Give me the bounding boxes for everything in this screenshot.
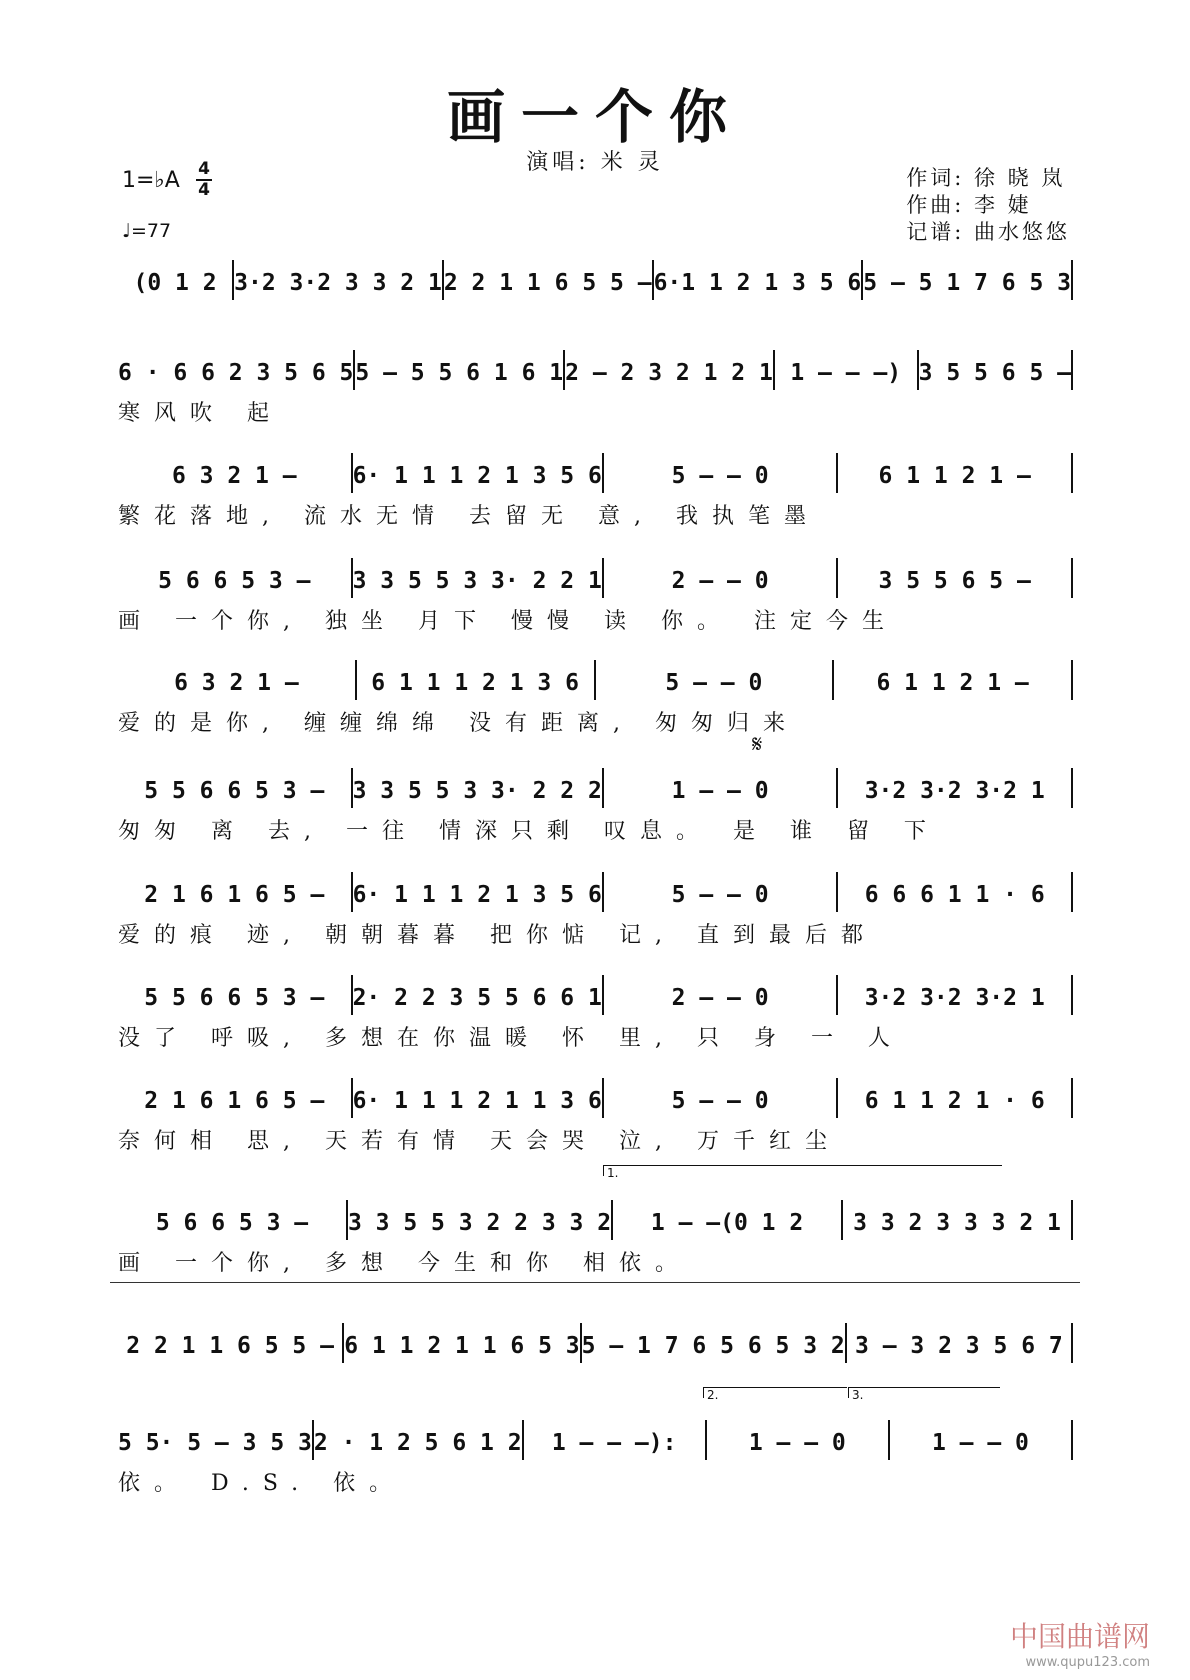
staff-line (118, 330, 1073, 390)
measure: 6 1 1 2 1 · 6 (838, 1078, 1073, 1118)
measure: 2 · 1 2 5 6 1 2 (314, 1420, 524, 1460)
watermark (1010, 1615, 1150, 1670)
watermark-text: 中国曲谱网 (1009, 1620, 1150, 1653)
tempo-marking: ♩=77 (122, 220, 172, 242)
measure: 2 – 2 3 2 1 2 1 (565, 350, 775, 390)
measure: 5 6 6 5 3 – (118, 558, 353, 598)
measure: 2 1 6 1 6 5 – (118, 872, 353, 912)
measure: 1 – – –) (775, 350, 919, 390)
measure: (0 1 2 (118, 260, 234, 300)
lyric-line: 寒风吹 起 (118, 401, 283, 426)
composer-credit: 作曲: 李 婕 (906, 193, 1032, 217)
credits-block (906, 165, 1070, 246)
song-title: 画一个你 (446, 83, 743, 151)
measure: 6 1 1 1 2 1 3 6 (357, 660, 596, 700)
measure: 2· 2 2 3 5 5 6 6 1 (353, 975, 604, 1015)
measure: 6 6 6 1 1 · 6 (838, 872, 1073, 912)
lyric-line: 画 一个你, 多想 今生和你 相依。 (118, 1251, 691, 1276)
staff-line (118, 433, 1073, 493)
staff-line (118, 1303, 1073, 1363)
lyric-line: 匆匆 离 去, 一往 情深只剩 叹息。 是 谁 留 下 (118, 819, 940, 844)
measure: 3 3 5 5 3 2 2 3 3 2 (348, 1200, 613, 1240)
measure: 5 – 1 7 6 5 6 5 3 2 (582, 1323, 847, 1363)
measure: 3 3 5 5 3 3· 2 2 1 (353, 558, 604, 598)
measure: 2 1 6 1 6 5 – (118, 1078, 353, 1118)
lyric-line: 爱的痕 迹, 朝朝暮暮 把你惦 记, 直到最后都 (118, 923, 877, 948)
measure: 6· 1 1 1 2 1 3 5 6 (353, 872, 604, 912)
measure: 3 3 2 3 3 3 2 1 (843, 1200, 1073, 1240)
measure: 2 2 1 1 6 5 5 – (118, 1323, 344, 1363)
measure: 6 3 2 1 – (118, 453, 353, 493)
lyric-line: 没了 呼吸, 多想在你温暖 怀 里, 只 身 一 人 (118, 1026, 904, 1051)
measure: 3 5 5 6 5 – (838, 558, 1073, 598)
measure: 5 – 5 5 6 1 6 1 (355, 350, 565, 390)
time-signature-bottom: 4 (198, 180, 210, 200)
measure: 6 1 1 2 1 1 6 5 3 (344, 1323, 581, 1363)
measure: 2 2 1 1 6 5 5 – (444, 260, 654, 300)
measure: 1 – –(0 1 2 (613, 1200, 843, 1240)
volta-1: 1. (603, 1165, 1002, 1176)
measure: 6·1 1 2 1 3 5 6 (654, 260, 864, 300)
measure: 6 · 6 6 2 3 5 6 5 (118, 350, 355, 390)
measure: 3 3 5 5 3 3· 2 2 2 (353, 768, 604, 808)
measure: 5 5· 5 – 3 5 3 (118, 1420, 314, 1460)
measure: 6· 1 1 1 2 1 1 3 6 (353, 1078, 604, 1118)
measure: 6· 1 1 1 2 1 3 5 6 (353, 453, 604, 493)
measure: 3 – 3 2 3 5 6 7 (847, 1323, 1073, 1363)
staff-line (118, 1180, 1073, 1240)
lyricist-credit: 作词: 徐 晓 岚 (906, 166, 1066, 190)
measure: 5 5 6 6 5 3 – (118, 768, 353, 808)
measure: 5 – – 0 (604, 872, 839, 912)
measure: 6 3 2 1 – (118, 660, 357, 700)
volta-2: 2. (703, 1387, 847, 1398)
measure: 5 6 6 5 3 – (118, 1200, 348, 1240)
measure: 3·2 3·2 3·2 1 (838, 975, 1073, 1015)
singer-credit: 演唱: 米 灵 (526, 150, 664, 175)
transcriber-credit: 记谱: 曲水悠悠 (906, 220, 1070, 244)
measure: 1 – – 0 (707, 1420, 890, 1460)
measure: 1 – – 0 (604, 768, 839, 808)
segno-sign: 𝄋 (752, 730, 763, 758)
measure: 5 – – 0 (596, 660, 835, 700)
lyric-line: 画 一个你, 独坐 月下 慢慢 读 你。 注定今生 (118, 609, 898, 634)
measure: 6 1 1 2 1 – (834, 660, 1073, 700)
lyric-line: 爱的是你, 缠缠绵绵 没有距离, 匆匆归来 (118, 711, 799, 736)
time-signature-top: 4 (198, 159, 210, 179)
staff-line (118, 955, 1073, 1015)
measure: 3 5 5 6 5 – (919, 350, 1073, 390)
measure: 5 5 6 6 5 3 – (118, 975, 353, 1015)
staff-line (118, 538, 1073, 598)
measure: 5 – – 0 (604, 453, 839, 493)
staff-line (118, 640, 1073, 700)
lyric-line: 繁花落地, 流水无情 去留无 意, 我执笔墨 (118, 504, 820, 529)
volta-3: 3. (848, 1387, 1000, 1398)
measure: 6 1 1 2 1 – (838, 453, 1073, 493)
lyric-line: 依。 D.S. 依。 (118, 1471, 406, 1496)
staff-line (118, 1400, 1073, 1460)
measure: 2 – – 0 (604, 558, 839, 598)
measure: 3·2 3·2 3·2 1 (838, 768, 1073, 808)
watermark-url: www.qupu123.com (1025, 1655, 1150, 1670)
lyric-line: 奈何相 思, 天若有情 天会哭 泣, 万千红尘 (118, 1129, 841, 1154)
key-signature: 1=♭A (122, 168, 180, 193)
staff-line (118, 1058, 1073, 1118)
staff-line (118, 852, 1073, 912)
measure: 1 – – 0 (890, 1420, 1073, 1460)
measure: 1 – – –): (524, 1420, 707, 1460)
measure: 5 – 5 1 7 6 5 3 (863, 260, 1073, 300)
time-signature (194, 160, 214, 200)
measure: 2 – – 0 (604, 975, 839, 1015)
staff-line (118, 240, 1073, 300)
measure: 5 – – 0 (604, 1078, 839, 1118)
staff-line (118, 748, 1073, 808)
section-divider (110, 1282, 1080, 1283)
measure: 3·2 3·2 3 3 2 1 (234, 260, 444, 300)
